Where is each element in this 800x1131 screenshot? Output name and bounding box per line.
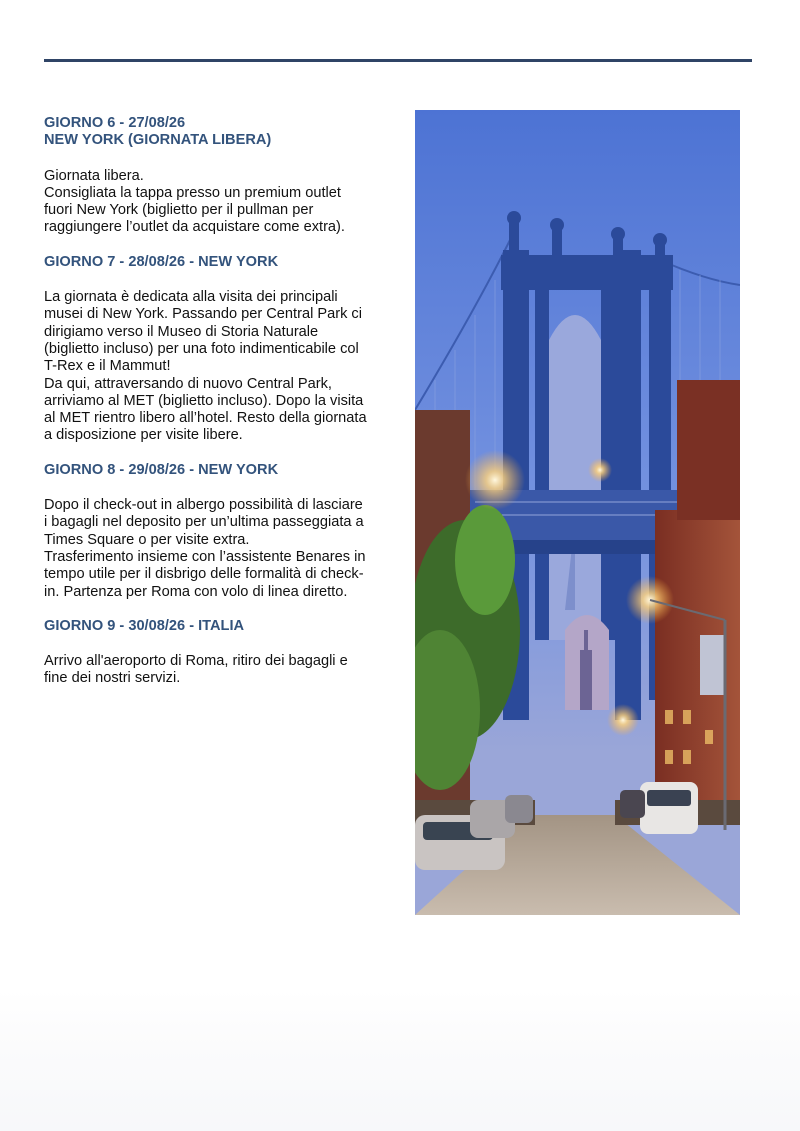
body-line: Arrivo all'aeroporto di Roma, ritiro dei bagagli e <box>44 653 348 670</box>
page-bottom-fade <box>0 990 800 1131</box>
body-line: al MET rientro libero all’hotel. Resto della giornata <box>44 410 367 427</box>
day-description <box>44 497 394 601</box>
body-line: in. Partenza per Roma con volo di linea diretto. <box>44 583 348 600</box>
body-line: i bagagli nel deposito per un’ultima passeggiata a <box>44 514 364 531</box>
day-description <box>44 653 394 688</box>
body-line: T-Rex e il Mammut! <box>44 358 171 375</box>
body-line: Da qui, attraversando di nuovo Central Park, <box>44 375 332 392</box>
body-line: dirigiamo verso il Museo di Storia Naturale <box>44 323 319 340</box>
manhattan-bridge-photo <box>415 110 740 915</box>
body-line: La giornata è dedicata alla visita dei principali <box>44 289 338 306</box>
day-description <box>44 168 394 237</box>
body-line: Dopo il check-out in albergo possibilità di lasciare <box>44 497 363 514</box>
body-line: raggiungere l’outlet da acquistare come extra). <box>44 219 345 236</box>
day-heading-line: NEW YORK (GIORNATA LIBERA) <box>44 132 272 149</box>
body-line: a disposizione per visite libere. <box>44 427 243 444</box>
body-line: fine dei nostri servizi. <box>44 670 181 687</box>
day-description <box>44 289 394 445</box>
body-line: Giornata libera. <box>44 167 144 184</box>
day-section <box>44 462 394 601</box>
body-line: (biglietto incluso) per una foto indimenticabile col <box>44 340 359 357</box>
body-line: fuori New York (biglietto per il pullman per <box>44 202 314 219</box>
body-line: musei di New York. Passando per Central Park ci <box>44 306 362 323</box>
body-line: Consigliata la tappa presso un premium outlet <box>44 184 341 201</box>
day-heading-line: GIORNO 6 - 27/08/26 <box>44 115 186 131</box>
day-section <box>44 618 394 688</box>
day-heading-line: GIORNO 9 - 30/08/26 - ITALIA <box>44 617 245 634</box>
day-heading <box>44 462 394 479</box>
day-heading <box>44 115 394 150</box>
body-line: arriviamo al MET (biglietto incluso). Dopo la visita <box>44 392 364 409</box>
header-divider <box>44 59 752 62</box>
day-section <box>44 115 394 237</box>
day-heading <box>44 254 394 271</box>
day-section <box>44 254 394 445</box>
day-heading-line: GIORNO 7 - 28/08/26 - NEW YORK <box>44 253 279 270</box>
itinerary-text <box>44 115 394 705</box>
body-line: Trasferimento insieme con l’assistente Benares in <box>44 548 366 565</box>
body-line: Times Square o per visite extra. <box>44 531 250 548</box>
body-line: tempo utile per il disbrigo delle formalità di check- <box>44 566 364 583</box>
day-heading-line: GIORNO 8 - 29/08/26 - NEW YORK <box>44 461 279 478</box>
day-heading <box>44 618 394 635</box>
